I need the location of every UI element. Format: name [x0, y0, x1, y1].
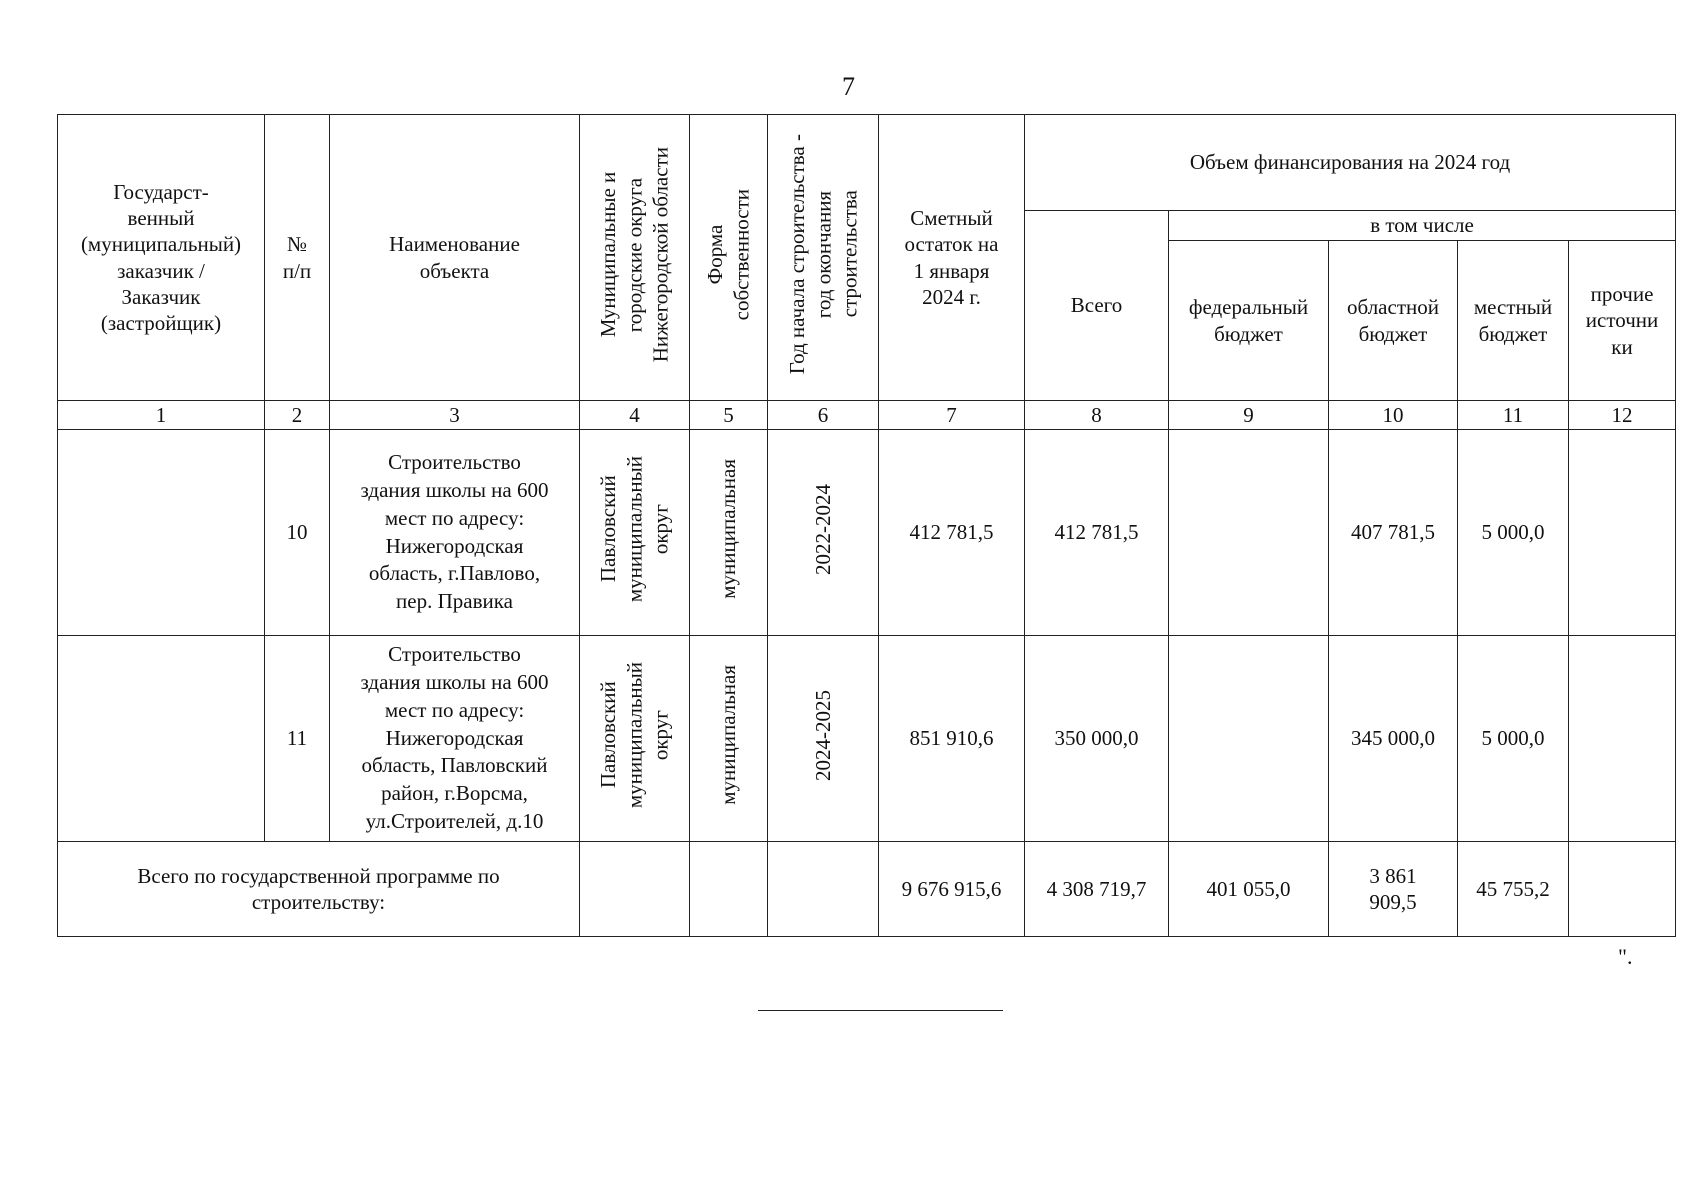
row-estimate-balance: 851 910,6	[879, 636, 1025, 842]
totals-total: 4 308 719,7	[1025, 842, 1169, 937]
totals-empty-cell	[580, 842, 690, 937]
header-customer: Государст- венный (муниципальный) заказчик / Заказчик (застройщик)	[58, 115, 265, 401]
totals-other	[1569, 842, 1676, 937]
header-federal: федеральный бюджет	[1169, 241, 1329, 401]
row-other	[1569, 430, 1676, 636]
row-local: 5 000,0	[1458, 636, 1569, 842]
row-number: 10	[265, 430, 330, 636]
row-estimate-balance: 412 781,5	[879, 430, 1025, 636]
totals-row	[58, 842, 1676, 937]
column-number: 7	[879, 401, 1025, 430]
header-years-text: Год начала строительства - год окончания строительства	[784, 134, 862, 375]
row-years-text: 2022-2024	[810, 483, 835, 575]
column-number: 11	[1458, 401, 1569, 430]
closing-quote-mark: ".	[1618, 944, 1633, 969]
header-object-name: Наименование объекта	[330, 115, 580, 401]
row-years-text: 2024-2025	[810, 689, 835, 781]
totals-empty-cell	[690, 842, 768, 937]
footnote-separator-line	[758, 1010, 1003, 1011]
column-number: 1	[58, 401, 265, 430]
column-number: 2	[265, 401, 330, 430]
row-district-text: Павловский муниципальный округ	[596, 662, 673, 809]
table-row	[58, 430, 1676, 636]
column-number: 4	[580, 401, 690, 430]
column-number-row	[58, 401, 1676, 430]
row-ownership	[690, 430, 768, 636]
row-federal	[1169, 430, 1329, 636]
header-total: Всего	[1025, 211, 1169, 401]
header-including: в том числе	[1169, 211, 1676, 241]
row-object-name: Строительство здания школы на 600 мест по адресу: Нижегородская область, Павловский район, г.Ворсма, ул.Строителей, д.10	[330, 636, 580, 842]
header-number: № п/п	[265, 115, 330, 401]
totals-label: Всего по государственной программе по строительству:	[58, 842, 580, 937]
page-number: 7	[842, 72, 855, 101]
totals-regional: 3 861 909,5	[1329, 842, 1458, 937]
column-number: 6	[768, 401, 879, 430]
header-ownership	[690, 115, 768, 401]
header-district	[580, 115, 690, 401]
row-regional: 407 781,5	[1329, 430, 1458, 636]
totals-estimate-balance: 9 676 915,6	[879, 842, 1025, 937]
row-total: 412 781,5	[1025, 430, 1169, 636]
header-local: местный бюджет	[1458, 241, 1569, 401]
column-number: 8	[1025, 401, 1169, 430]
row-ownership	[690, 636, 768, 842]
totals-empty-cell	[768, 842, 879, 937]
column-number: 10	[1329, 401, 1458, 430]
row-customer	[58, 636, 265, 842]
column-number: 12	[1569, 401, 1676, 430]
row-district	[580, 430, 690, 636]
row-district-text: Павловский муниципальный округ	[596, 456, 673, 603]
header-regional: областной бюджет	[1329, 241, 1458, 401]
row-district	[580, 636, 690, 842]
row-years	[768, 430, 879, 636]
column-number: 3	[330, 401, 580, 430]
row-customer	[58, 430, 265, 636]
row-number: 11	[265, 636, 330, 842]
row-total: 350 000,0	[1025, 636, 1169, 842]
row-local: 5 000,0	[1458, 430, 1569, 636]
row-years	[768, 636, 879, 842]
table-row	[58, 636, 1676, 842]
row-other	[1569, 636, 1676, 842]
header-other: прочие источни ки	[1569, 241, 1676, 401]
row-ownership-text: муниципальная	[716, 665, 741, 806]
header-financing-group: Объем финансирования на 2024 год	[1025, 115, 1676, 211]
header-district-text: Муниципальные и городские округа Нижегородской области	[596, 146, 673, 363]
header-row-1	[58, 115, 1676, 211]
totals-local: 45 755,2	[1458, 842, 1569, 937]
column-number: 9	[1169, 401, 1329, 430]
row-federal	[1169, 636, 1329, 842]
row-object-name: Строительство здания школы на 600 мест по адресу: Нижегородская область, г.Павлово, пер. Правика	[330, 430, 580, 636]
row-regional: 345 000,0	[1329, 636, 1458, 842]
header-ownership-text: Форма собственности	[703, 188, 754, 321]
header-estimate-balance: Сметный остаток на 1 января 2024 г.	[879, 115, 1025, 401]
totals-federal: 401 055,0	[1169, 842, 1329, 937]
header-years	[768, 115, 879, 401]
financing-table	[57, 114, 1676, 937]
row-ownership-text: муниципальная	[716, 459, 741, 600]
column-number: 5	[690, 401, 768, 430]
